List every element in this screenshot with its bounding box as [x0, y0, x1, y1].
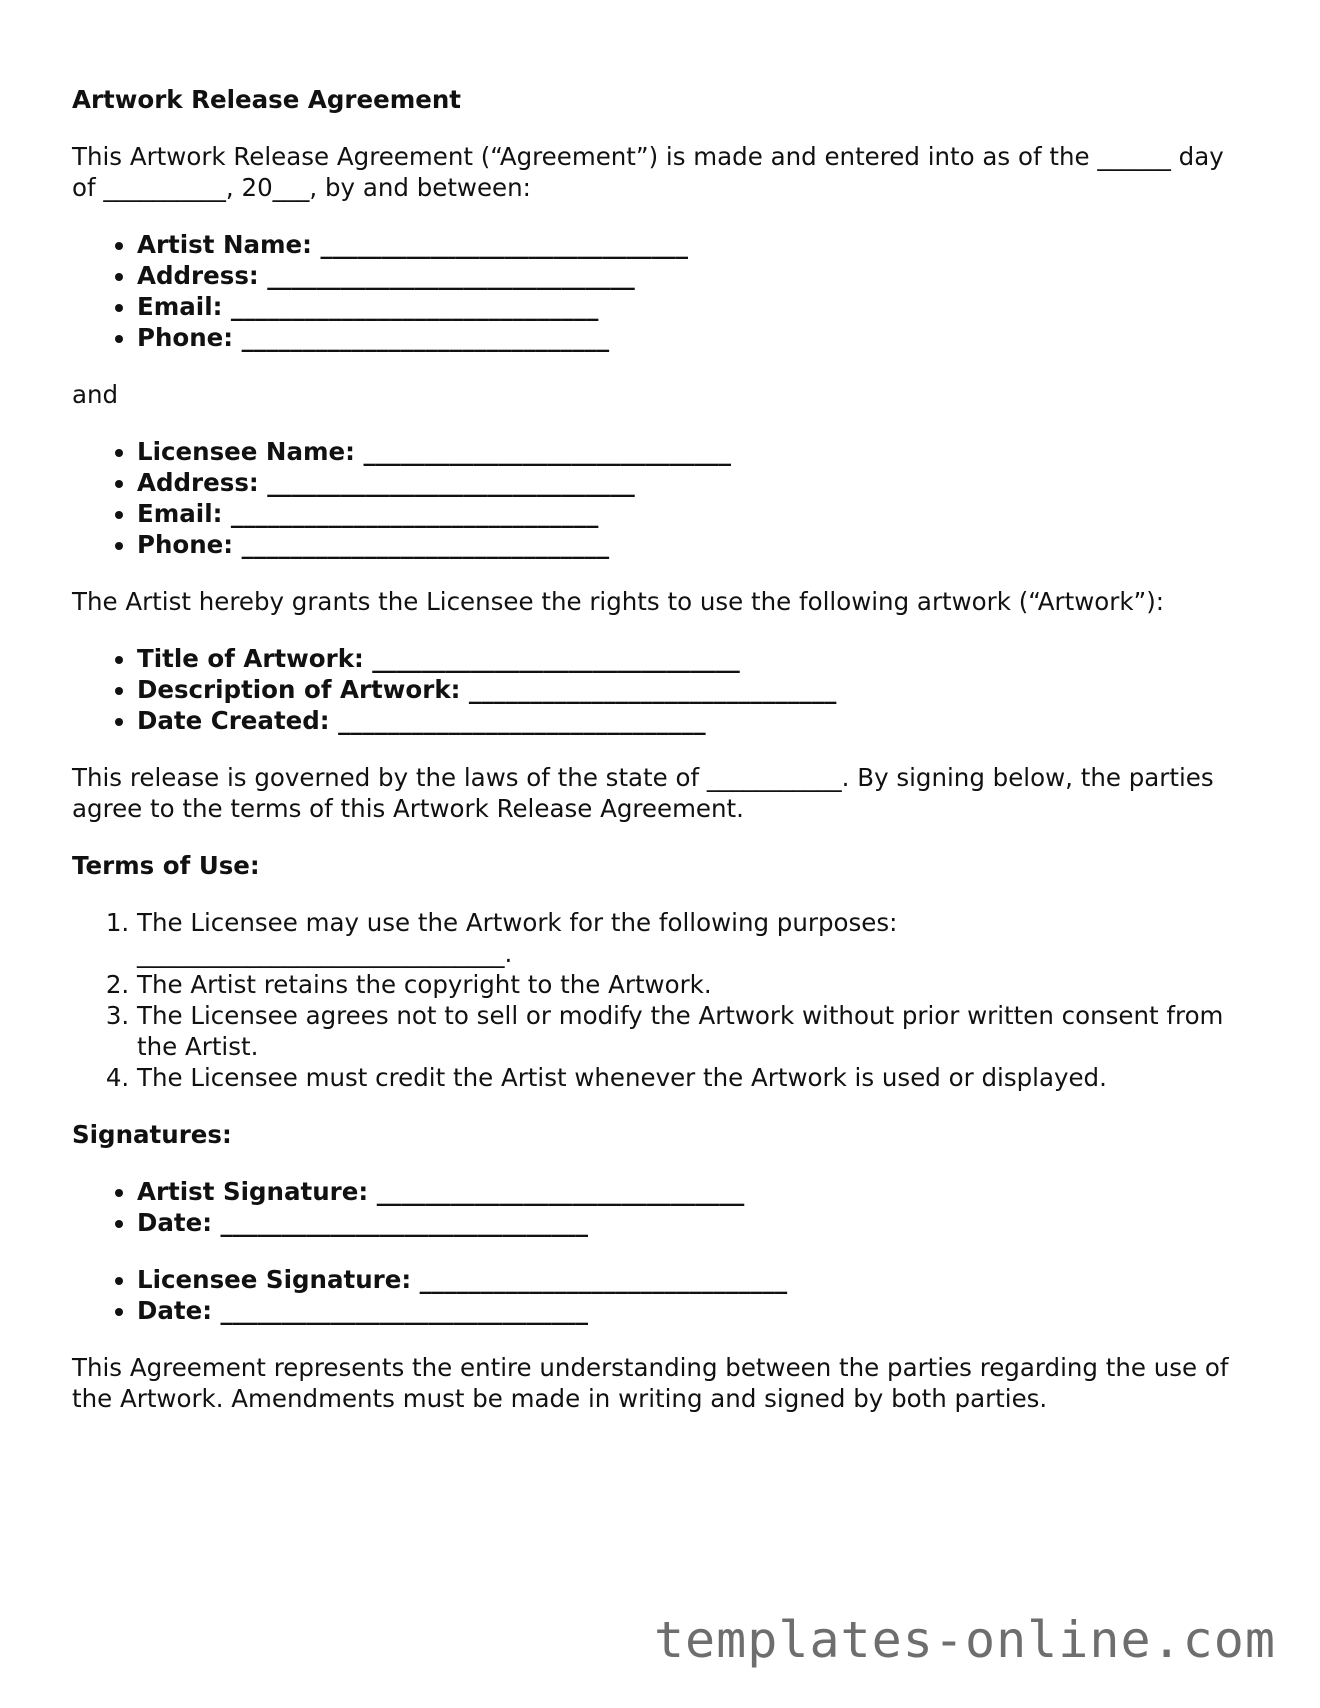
term-item: 4. The Licensee must credit the Artist whenever the Artwork is used or displayed.	[137, 1062, 1252, 1093]
artwork-title-field: • Title of Artwork: ______________________________	[137, 643, 1252, 674]
licensee-signature-field: • Licensee Signature: ______________________________	[137, 1264, 1252, 1295]
terms-heading: Terms of Use:	[72, 851, 260, 880]
term-item: 3. The Licensee agrees not to sell or modify the Artwork without prior written consent from the Artist.	[137, 1000, 1252, 1062]
artist-fields-list	[72, 229, 1252, 353]
governing-law-paragraph: This release is governed by the laws of the state of ___________. By signing below, the parties agree to the terms of this Artwork Release Agreement.	[72, 763, 1214, 823]
signatures-heading: Signatures:	[72, 1120, 232, 1149]
terms-list	[72, 907, 1252, 1093]
artist-signature-date-field: • Date: ______________________________	[137, 1207, 1252, 1238]
licensee-fields-list	[72, 436, 1252, 560]
artist-email-field: • Email: ______________________________	[137, 291, 1252, 322]
licensee-signature-list	[72, 1264, 1252, 1326]
term-item: 2. The Artist retains the copyright to the Artwork.	[137, 969, 1252, 1000]
licensee-name-field: • Licensee Name: ______________________________	[137, 436, 1252, 467]
grant-paragraph: The Artist hereby grants the Licensee the rights to use the following artwork (“Artwork”):	[72, 587, 1165, 616]
document-title: Artwork Release Agreement	[72, 85, 461, 114]
watermark-text: templates-online.com	[653, 1611, 1276, 1669]
artist-phone-field: • Phone: ______________________________	[137, 322, 1252, 353]
closing-paragraph: This Agreement represents the entire understanding between the parties regarding the use of the Artwork. Amendments must be made in writing and signed by both parties.	[72, 1353, 1229, 1413]
licensee-signature-date-field: • Date: ______________________________	[137, 1295, 1252, 1326]
licensee-email-field: • Email: ______________________________	[137, 498, 1252, 529]
intro-paragraph: This Artwork Release Agreement (“Agreement”) is made and entered into as of the ______ day of __________, 20___, by and between:	[72, 142, 1224, 202]
and-text: and	[72, 380, 119, 409]
document-page	[72, 0, 1252, 1414]
artwork-description-field: • Description of Artwork: ______________________________	[137, 674, 1252, 705]
artwork-fields-list	[72, 643, 1252, 736]
licensee-address-field: • Address: ______________________________	[137, 467, 1252, 498]
licensee-phone-field: • Phone: ______________________________	[137, 529, 1252, 560]
artist-name-field: • Artist Name: ______________________________	[137, 229, 1252, 260]
artist-address-field: • Address: ______________________________	[137, 260, 1252, 291]
artist-signature-field: • Artist Signature: ______________________________	[137, 1176, 1252, 1207]
artwork-date-field: • Date Created: ______________________________	[137, 705, 1252, 736]
artist-signature-list	[72, 1176, 1252, 1238]
term-item: 1. The Licensee may use the Artwork for the following purposes: ______________________________.	[137, 907, 1252, 969]
